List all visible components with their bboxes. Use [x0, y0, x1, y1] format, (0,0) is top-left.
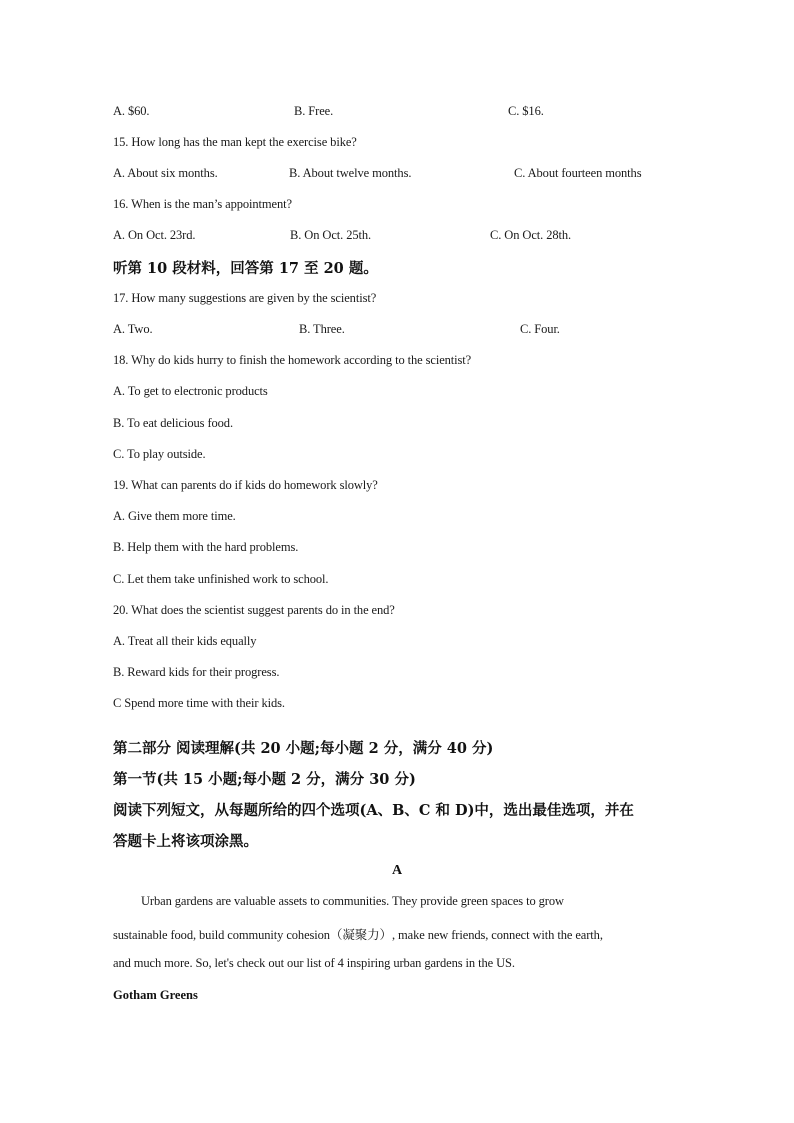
q19-option-a: A. Give them more time.: [113, 509, 236, 523]
q17-option-a: A. Two.: [113, 322, 153, 336]
q15-option-c: C. About fourteen months: [514, 166, 642, 180]
gotham-greens-heading: Gotham Greens: [113, 988, 198, 1002]
passage-label: A: [391, 863, 403, 878]
q20-question: 20. What does the scientist suggest parents do in the end?: [113, 603, 395, 617]
q15-question: 15. How long has the man kept the exercise bike?: [113, 135, 357, 149]
q17-option-b: B. Three.: [299, 322, 345, 336]
section1-title: 第一节(共 15 小题;每小题 2 分，满分 30 分): [113, 771, 416, 788]
q18-option-c: C. To play outside.: [113, 447, 206, 461]
part2-title: 第二部分 阅读理解(共 20 小题;每小题 2 分，满分 40 分): [113, 740, 494, 757]
q14-option-c: C. $16.: [508, 104, 544, 118]
q20-option-b: B. Reward kids for their progress.: [113, 665, 280, 679]
q19-option-b: B. Help them with the hard problems.: [113, 540, 299, 554]
q16-option-a: A. On Oct. 23rd.: [113, 228, 196, 242]
q18-option-a: A. To get to electronic products: [113, 384, 268, 398]
q14-option-b: B. Free.: [294, 104, 334, 118]
q17-question: 17. How many suggestions are given by the scientist?: [113, 291, 377, 305]
q18-option-b: B. To eat delicious food.: [113, 416, 233, 430]
q16-question: 16. When is the man’s appointment?: [113, 197, 292, 211]
q19-question: 19. What can parents do if kids do homework slowly?: [113, 478, 378, 492]
q16-option-b: B. On Oct. 25th.: [290, 228, 372, 242]
q14-option-a: A. $60.: [113, 104, 150, 118]
section-10-heading: 听第 10 段材料，回答第 17 至 20 题。: [113, 260, 378, 277]
q15-option-a: A. About six months.: [113, 166, 218, 180]
q16-option-c: C. On Oct. 28th.: [490, 228, 572, 242]
q20-option-a: A. Treat all their kids equally: [113, 634, 257, 648]
q18-question: 18. Why do kids hurry to finish the homework according to the scientist?: [113, 353, 472, 367]
passage-line-1: Urban gardens are valuable assets to communities. They provide green spaces to grow: [141, 894, 564, 908]
instructions-line2: 答题卡上将该项涂黑。: [113, 833, 258, 850]
q19-option-c: C. Let them take unfinished work to school.: [113, 572, 329, 586]
instructions-line1: 阅读下列短文，从每题所给的四个选项(A、B、C 和 D)中，选出最佳选项，并在: [113, 802, 634, 819]
passage-line-3: and much more. So, let's check out our list of 4 inspiring urban gardens in the US.: [113, 956, 515, 970]
q20-option-c: C Spend more time with their kids.: [113, 696, 285, 710]
q15-option-b: B. About twelve months.: [289, 166, 412, 180]
q17-option-c: C. Four.: [520, 322, 560, 336]
passage-line-2: sustainable food, build community cohesion（凝聚力）, make new friends, connect with the earth,: [113, 928, 603, 942]
